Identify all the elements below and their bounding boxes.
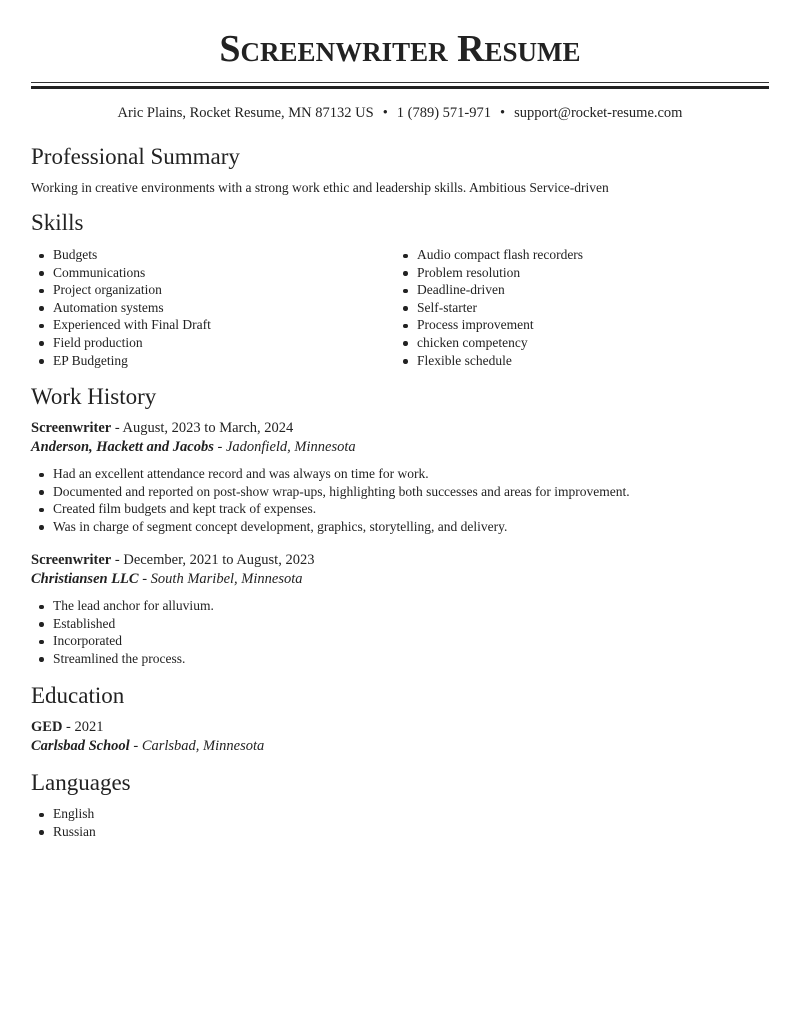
job-title: Screenwriter xyxy=(31,552,112,568)
contact-line xyxy=(0,104,800,122)
education-heading: Education xyxy=(31,683,125,708)
job-bullet: Was in charge of segment concept development, graphics, storytelling, and delivery. xyxy=(31,518,630,536)
job-bullets xyxy=(31,465,630,535)
job-title: Screenwriter xyxy=(31,420,112,436)
skill-item: Problem resolution xyxy=(395,264,583,282)
skill-item: Field production xyxy=(31,334,211,352)
graduation-year: 2021 xyxy=(74,719,104,735)
skill-item: Experienced with Final Draft xyxy=(31,316,211,334)
job-dates: August, 2023 to March, 2024 xyxy=(122,420,294,436)
title-divider-thick xyxy=(31,86,769,89)
skill-item: Self-starter xyxy=(395,299,583,317)
summary-text: Working in creative environments with a strong work ethic and leadership skills. Ambitious Service-driven xyxy=(31,180,609,195)
job-bullet: Incorporated xyxy=(31,632,214,650)
job-bullet: Had an excellent attendance record and was always on time for work. xyxy=(31,465,630,483)
skill-item: Project organization xyxy=(31,281,211,299)
skills-heading: Skills xyxy=(31,210,84,235)
company-location: South Maribel, Minnesota xyxy=(150,571,303,587)
job-bullet: Created film budgets and kept track of expenses. xyxy=(31,500,630,518)
skill-item: Automation systems xyxy=(31,299,211,317)
separator: • xyxy=(382,105,388,121)
resume-title: Screenwriter Resume xyxy=(219,28,581,70)
skills-list-left xyxy=(31,246,211,369)
degree: GED xyxy=(31,719,63,735)
job-bullet: Established xyxy=(31,615,214,633)
summary-heading: Professional Summary xyxy=(31,144,240,169)
language-item: English xyxy=(31,805,96,823)
job-bullets xyxy=(31,597,214,667)
languages-heading: Languages xyxy=(31,770,131,795)
job-dates: December, 2021 to August, 2023 xyxy=(123,552,315,568)
school-name: Carlsbad School xyxy=(31,738,130,754)
job-bullet: Documented and reported on post-show wrap-ups, highlighting both successes and areas for improvement. xyxy=(31,483,630,501)
company-location: Jadonfield, Minnesota xyxy=(225,439,356,455)
skill-item: Budgets xyxy=(31,246,211,264)
job-bullet: The lead anchor for alluvium. xyxy=(31,597,214,615)
separator: • xyxy=(500,105,506,121)
job-title-line: Screenwriter - December, 2021 to August, 2023 xyxy=(31,552,315,568)
skill-item: EP Budgeting xyxy=(31,352,211,370)
education-school-line: Carlsbad School - Carlsbad, Minnesota xyxy=(31,738,265,754)
job-bullet: Streamlined the process. xyxy=(31,650,214,668)
skill-item: chicken competency xyxy=(395,334,583,352)
title-divider-thin xyxy=(31,82,769,83)
skill-item: Deadline-driven xyxy=(395,281,583,299)
company-name: Anderson, Hackett and Jacobs xyxy=(31,439,214,455)
skills-list-right xyxy=(395,246,583,369)
job-company-line: Anderson, Hackett and Jacobs - Jadonfield, Minnesota xyxy=(31,439,356,455)
job-title-line: Screenwriter - August, 2023 to March, 2024 xyxy=(31,420,294,436)
language-item: Russian xyxy=(31,823,96,841)
school-location: Carlsbad, Minnesota xyxy=(141,738,265,754)
contact-email: support@rocket-resume.com xyxy=(514,105,683,121)
languages-list xyxy=(31,805,96,840)
education-degree-line: GED - 2021 xyxy=(31,719,104,735)
skill-item: Flexible schedule xyxy=(395,352,583,370)
company-name: Christiansen LLC xyxy=(31,571,139,587)
contact-address: Aric Plains, Rocket Resume, MN 87132 US xyxy=(117,105,374,121)
skill-item: Communications xyxy=(31,264,211,282)
skill-item: Process improvement xyxy=(395,316,583,334)
contact-phone: 1 (789) 571-971 xyxy=(396,105,492,121)
work-history-heading: Work History xyxy=(31,384,157,409)
job-company-line: Christiansen LLC - South Maribel, Minnesota xyxy=(31,571,303,587)
skill-item: Audio compact flash recorders xyxy=(395,246,583,264)
